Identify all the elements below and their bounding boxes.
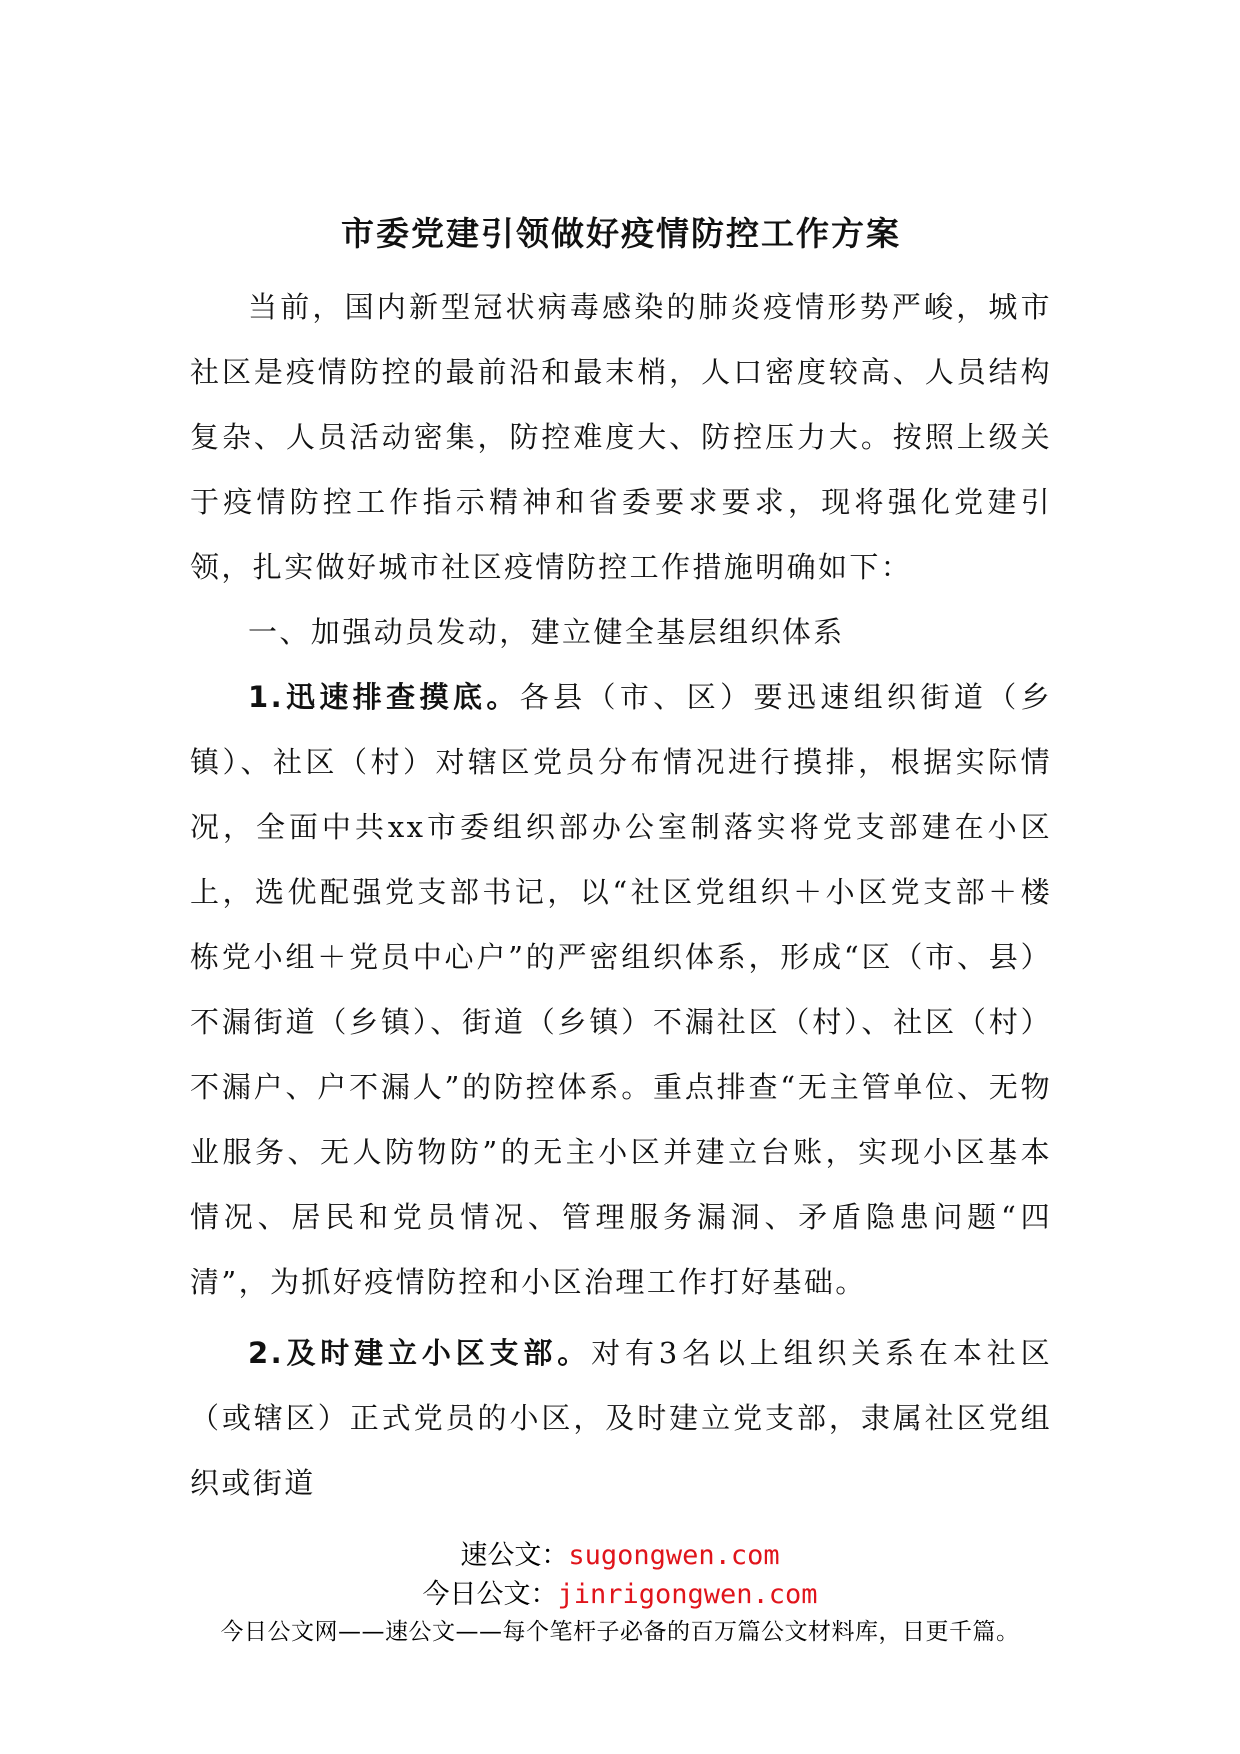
item-2-text: 对有3名以上组织关系在本社区（或辖区）正式党员的小区，及时建立党支部，隶属社区党组织或街道: [190, 1336, 1052, 1500]
footer-jinrigongwen-link[interactable]: jinrigongwen.com: [557, 1579, 818, 1610]
footer-jinrigongwen-label: 今日公文：: [422, 1579, 558, 1610]
item-2-paragraph: [190, 1321, 1052, 1516]
document-body: [190, 275, 1052, 1516]
footer-sugongwen-link[interactable]: sugongwen.com: [568, 1540, 780, 1571]
intro-paragraph: 当前，国内新型冠状病毒感染的肺炎疫情形势严峻，城市社区是疫情防控的最前沿和最末梢，人口密度较高、人员结构复杂、人员活动密集，防控难度大、防控压力大。按照上级关于疫情防控工作指示精神和省委要求要求，现将强化党建引领，扎实做好城市社区疫情防控工作措施明确如下：: [190, 290, 1052, 584]
item-1-text: 各县（市、区）要迅速组织街道（乡镇）、社区（村）对辖区党员分布情况进行摸排，根据实际情况，全面中共xx市委组织部办公室制落实将党支部建在小区上，选优配强党支部书记，以“社区党组织＋小区党支部＋楼栋党小组＋党员中心户”的严密组织体系，形成“区（市、县）不漏街道（乡镇）、街道（乡镇）不漏社区（村）、社区（村）不漏户、户不漏人”的防控体系。重点排查“无主管单位、无物业服务、无人防物防”的无主小区并建立台账，实现小区基本情况、居民和党员情况、管理服务漏洞、矛盾隐患问题“四清”，为抓好疫情防控和小区治理工作打好基础。: [190, 680, 1053, 1299]
item-2-heading: 2.及时建立小区支部。: [248, 1336, 592, 1370]
item-1-heading: 1.迅速排查摸底。: [248, 680, 520, 714]
footer-jinrigongwen: [0, 1572, 1240, 1611]
footer-sugongwen: [0, 1533, 1240, 1572]
section-heading: 一、加强动员发动，建立健全基层组织体系: [248, 615, 845, 649]
footer-slogan: 今日公文网——速公文——每个笔杆子必备的百万篇公文材料库，日更千篇。: [220, 1619, 1020, 1645]
footer-sugongwen-label: 速公文：: [460, 1540, 569, 1571]
item-1-paragraph: [190, 665, 1052, 1315]
document-title: 市委党建引领做好疫情防控工作方案: [341, 214, 901, 253]
